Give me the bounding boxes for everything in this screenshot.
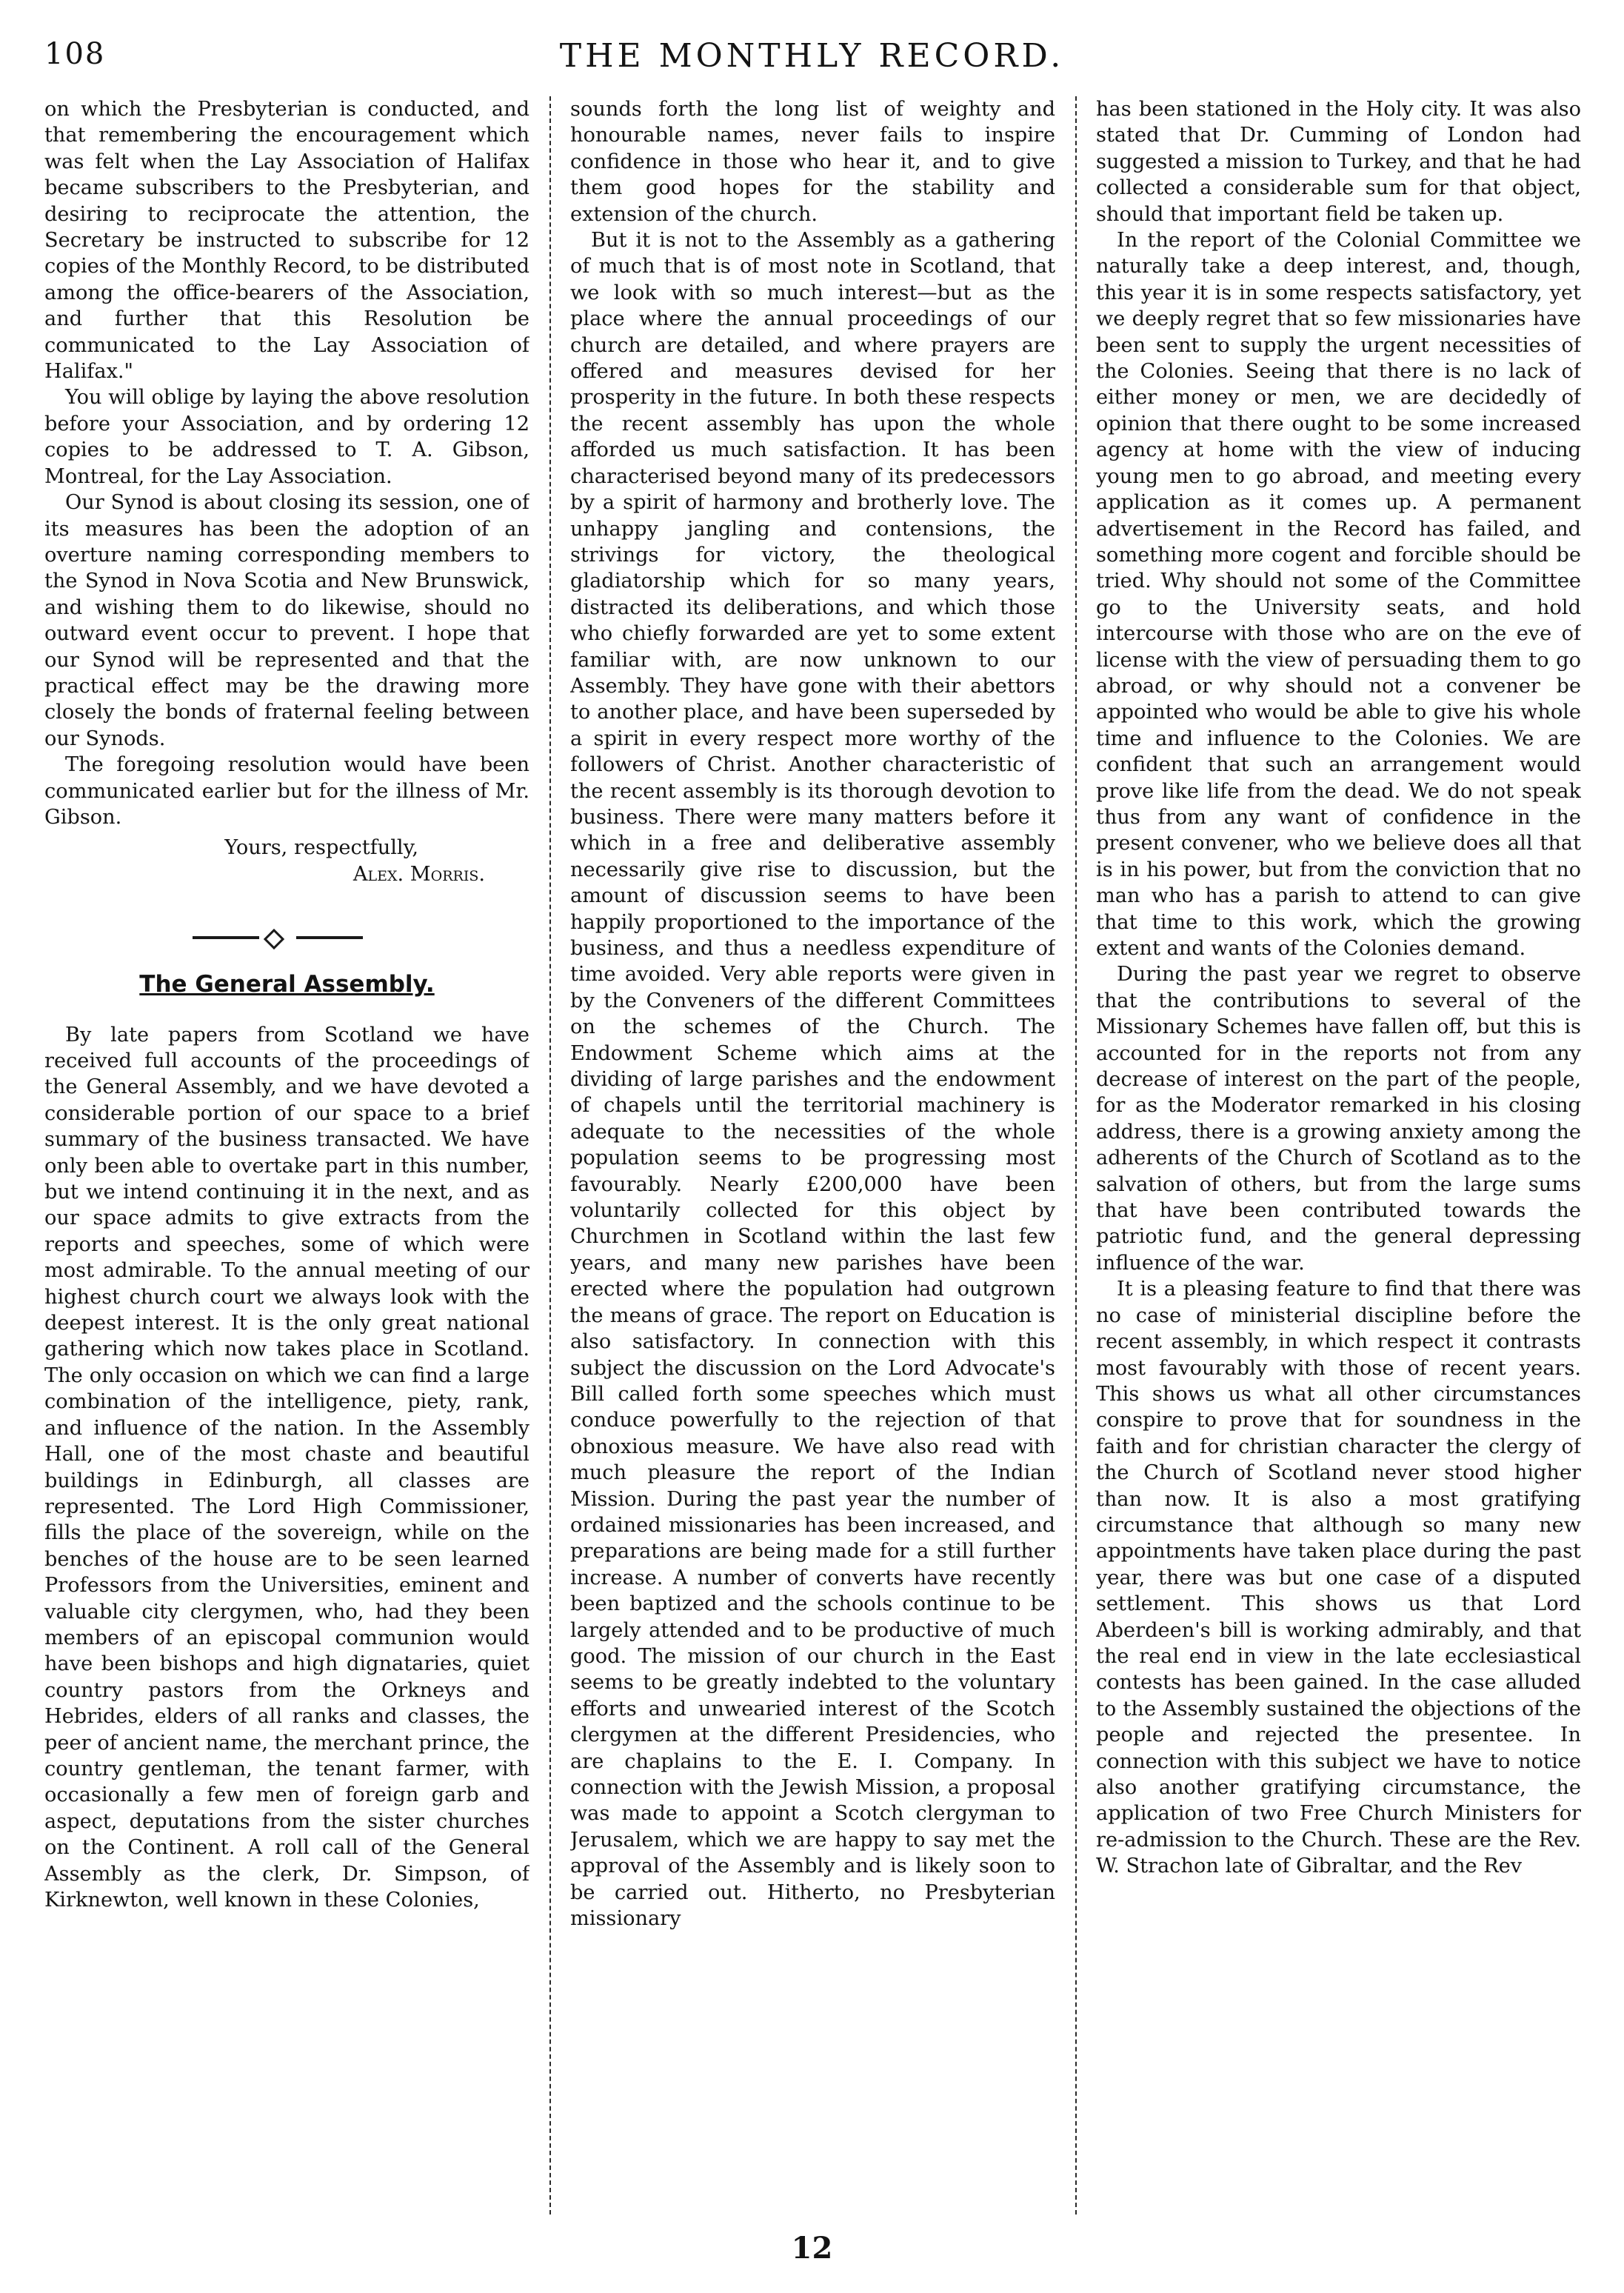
article-paragraph: In the report of the Colonial Committee we naturally take a deep interest, and, though, this year it is in some respects satisfactory, yet we deeply regret that so few missionaries have been sent to supply the urgent necessities of the Colonies. Seeing that there is no lack of either money or men, we are decidedly of opinion that there ought to be some increased agency at home with the view of inducing young men to go abroad, and meeting every application as it comes up. A permanent advertisement in the Record has failed, and something more cogent and forcible should be tried. Why should not some of the Committee go to the University seats, and hold intercourse with those who are on the eve of license with the view of persuading them to go abroad, or why should not a convener be appointed who would be able to give his whole time and influence to the Colonies. We are confident that such an arrangement would prove like life from the dead. We do not speak thus from any want of confidence in the present convener, who we believe does all that is in his power, but from the conviction that no man who has a parish to attend to can give that time to this work, which the growing extent and wants of the Colonies demand. [1096,229,1581,960]
letter-signoff [44,835,529,887]
column-rule [549,96,551,2214]
text-columns [44,96,1581,2214]
section-heading: The General Assembly. [139,971,435,998]
article-paragraph: By late papers from Scotland we have received full accounts of the proceedings of the General Assembly, and we have devoted a considerable portion of our space to a brief summary of the business transacted. We have only been able to overtake part in this number, but we intend continuing it in the next, and as our space admits to give extracts from the reports and speeches, some of which were most admirable. To the annual meeting of our highest church court we always look with the deepest interest. It is the only great national gathering which now takes place in Scotland. The only occasion on which we can find a large combination of the intelligence, piety, rank, and influence of the nation. In the Assembly Hall, one of the most chaste and beautiful buildings in Edinburgh, all classes are represented. The Lord High Commissioner, fills the place of the sovereign, while on the benches of the house are to be seen learned Professors from the Universities, eminent and valuable city clergymen, who, had they been members of an episcopal communion would have been bishops and high dignataries, quiet country pastors from the Orkneys and Hebrides, elders of all ranks and classes, the peer of ancient name, the merchant prince, the country gentleman, the tenant farmer, with occasionally a few men of foreign garb and aspect, deputations from the sister churches on the Continent. A roll call of the General Assembly as the clerk, Dr. Simpson, of Kirknewton, well known in these Colonies, [44,1023,529,1912]
article-paragraph: But it is not to the Assembly as a gathering of much that is of most note in Scotland, that we look with so much interest—but as the place where the annual proceedings of our church are detailed, and where prayers are offered and measures devised for her prosperity in the future. In both these respects the recent assembly has upon the whole afforded us much satisfaction. It has been characterised beyond many of its predecessors by a spirit of harmony and brotherly love. The unhappy jangling and contensions, the strivings for victory, the theological gladiatorship which for so many years, distracted its deliberations, and which those who chiefly forwarded are yet to some extent familiar with, are now unknown to our Assembly. They have gone with their abettors to another place, and have been superseded by a spirit in every respect more worthy of the followers of Christ. Another characteristic of the recent assembly is its thorough devotion to business. There were many matters before it which in a free and deliberative assembly necessarily give rise to discussion, but the amount of discussion seems to have been happily proportioned to the importance of the business, and thus a needless expenditure of time avoided. Very able reports were given in by the Conveners of the different Committees on the schemes of the Church. The Endowment Scheme which aims at the dividing of large parishes and the endowment of chapels until the territorial machinery is adequate to the necessities of the whole population seems to be progressing most favourably. Nearly £200,000 have been voluntarily collected for this object by Churchmen in Scotland within the last few years, and many new parishes have been erected where the population had outgrown the means of grace. The report on Education is also satisfactory. In connection with this subject the discussion on the Lord Advocate's Bill called forth some speeches which must conduce powerfully to the rejection of that obnoxious measure. We have also read with much pleasure the report of the Indian Mission. During the past year the number of ordained missionaries has been increased, and preparations are being made for a still further increase. A number of converts have recently been baptized and the schools continue to be largely attended and to be productive of much good. The mission of our church in the East seems to be greatly indebted to the voluntary efforts and unwearied interest of the Scotch clergymen at the different Presidencies, who are chaplains to the E. I. Company. In connection with the Jewish Mission, a proposal was made to appoint a Scotch clergyman to Jerusalem, which we are happy to say met the approval of the Assembly and is likely soon to be carried out. Hitherto, no Presbyterian missionary [570,229,1055,1931]
letter-paragraph: Our Synod is about closing its session, one of its measures has been the adoption of an overture naming corresponding members to the Synod in Nova Scotia and New Brunswick, and wishing them to do likewise, should no outward event occur to prevent. I hope that our Synod will be represented and that the practical effect may be the drawing more closely the bonds of fraternal feeling between our Synods. [44,491,529,750]
column-1 [44,96,529,2214]
letter-paragraph: You will oblige by laying the above resolution before your Association, and by ordering 12 copies to be addressed to T. A. Gibson, Montreal, for the Lay Association. [44,386,529,488]
signoff-line: Yours, respectfully, [224,836,418,860]
divider-line-left [193,936,259,939]
article-paragraph: During the past year we regret to observe that the contributions to several of the Missionary Schemes have fallen off, but this is accounted for in the reports not from any decrease of interest on the part of the people, for as the Moderator remarked in his closing address, there is a growing anxiety among the adherents of the Church of Scotland as to the salvation of others, but from the large sums that have been contributed towards the patriotic fund, and the general depressing influence of the war. [1096,963,1581,1275]
column-rule [1075,96,1077,2214]
signature-folio: 12 [791,2231,833,2266]
diamond-ornament-icon [264,929,284,949]
article-paragraph: has been stationed in the Holy city. It was also stated that Dr. Cumming of London had suggested a mission to Turkey, and that he had collected a considerable sum for that object, should that important field be taken up. [1096,98,1581,226]
page-number: 108 [44,37,106,71]
section-divider-ornament [44,932,529,942]
signoff-name: Alex. Morris. [352,862,485,886]
letter-paragraph: on which the Presbyterian is conducted, and that remembering the encouragement which was felt when the Lay Association of Halifax became subscribers to the Presbyterian, and desiring to reciprocate the attention, the Secretary be instructed to subscribe for 12 copies of the Monthly Record, to be distributed among the office-bearers of the Association, and further that this Resolution be communicated to the Lay Association of Halifax." [44,98,529,384]
article-paragraph: It is a pleasing feature to find that there was no case of ministerial discipline before the recent assembly, in which respect it contrasts most favourably with those of recent years. This shows us what all other circumstances conspire to prove that for soundness in the faith and for christian character the clergy of the Church of Scotland never stood higher than now. It is also a most gratifying circumstance that although so many new appointments have taken place during the past year, there was but one case of a disputed settlement. This shows us that Lord Aberdeen's bill is working admirably, and that the real end in view in the late ecclesiastical contests has been gained. In the case alluded to the Assembly sustained the objections of the people and rejected the presentee. In connection with this subject we have to notice also another gratifying circumstance, the application of two Free Church Ministers for re-admission to the Church. These are the Rev. W. Strachon late of Gibraltar, and the Rev [1096,1278,1581,1878]
article-paragraph: sounds forth the long list of weighty and honourable names, never fails to inspire confidence in those who hear it, and to give them good hopes for the stability and extension of the church. [570,98,1055,226]
running-head [44,37,1580,81]
journal-title: THE MONTHLY RECORD. [559,37,1065,75]
column-3 [1096,96,1581,2214]
divider-line-right [296,936,363,939]
column-2 [570,96,1055,2214]
letter-paragraph: The foregoing resolution would have been communicated earlier but for the illness of Mr. Gibson. [44,753,529,829]
